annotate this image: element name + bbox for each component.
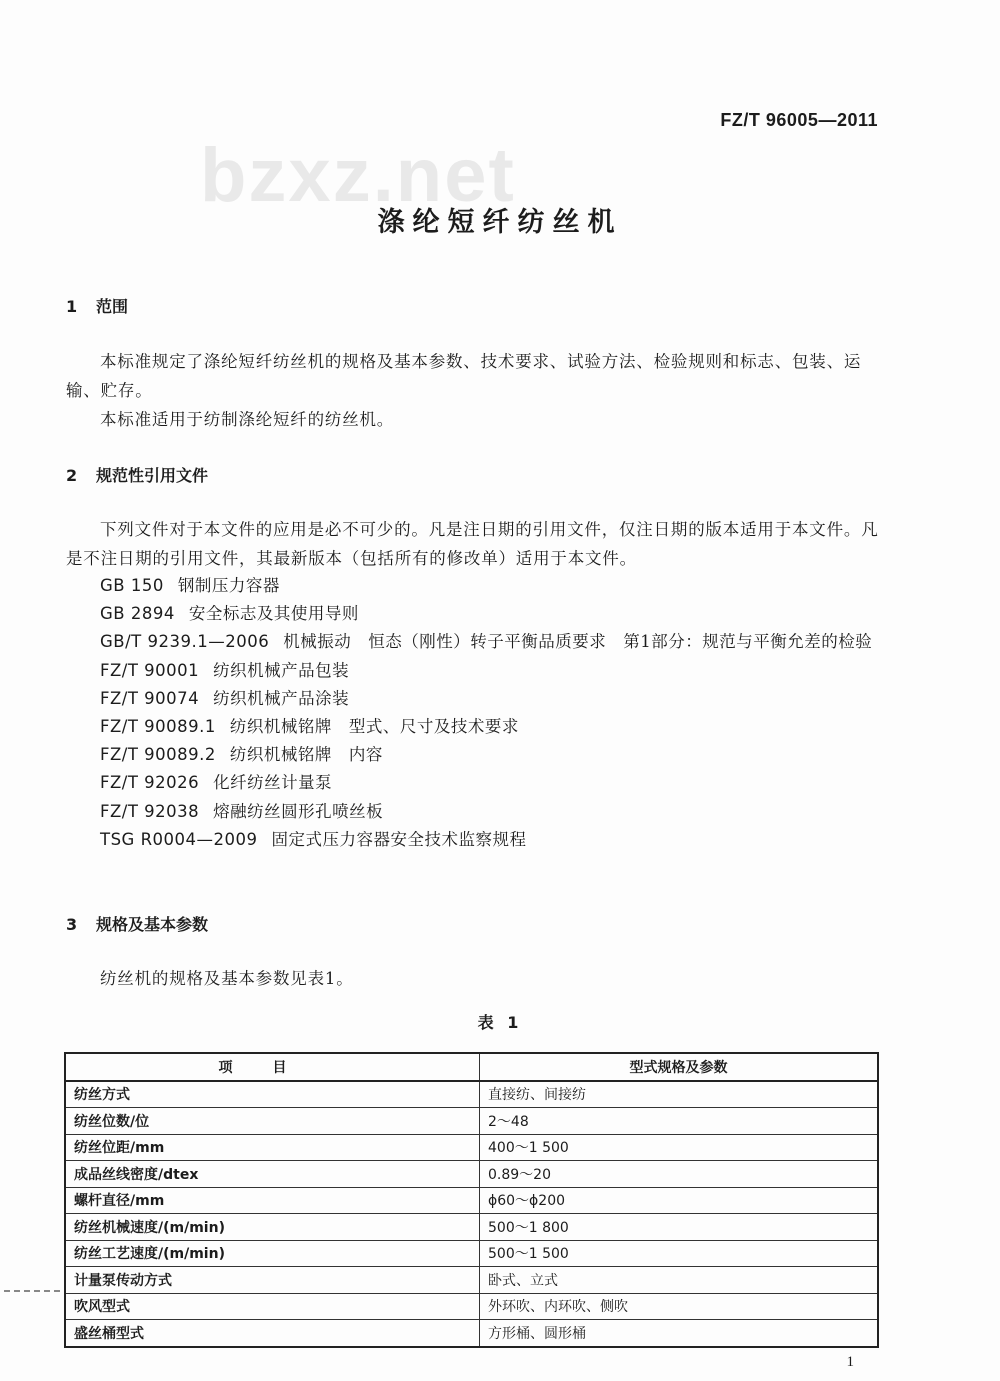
table-row [65,1081,878,1108]
section-number: 3 [66,915,78,934]
table-header-row [65,1053,878,1081]
spec-table [64,1052,879,1348]
item-cell: 纺丝机械速度/(m/min) [65,1214,480,1241]
reference-item [66,657,882,685]
reference-item [66,713,882,741]
table-row [65,1293,878,1320]
reference-item [66,741,882,769]
table-row [65,1267,878,1294]
section-heading-2 [66,463,208,486]
table-row [65,1108,878,1135]
item-cell: 成品丝线密度/dtex [65,1161,480,1188]
reference-code: GB 2894 [100,604,175,624]
reference-title: 纺织机械产品包装 [213,660,350,680]
reference-title: 机械振动 恒态（刚性）转子平衡品质要求 第1部分：规范与平衡允差的检验 [283,632,873,652]
value-cell: ϕ60～ϕ200 [480,1187,879,1214]
value-cell: 500～1 800 [480,1214,879,1241]
reference-item [66,798,882,826]
table-row [65,1134,878,1161]
reference-item [66,685,882,713]
reference-code: FZ/T 90001 [100,660,200,680]
column-header: 项目 [65,1053,480,1081]
item-cell: 纺丝工艺速度/(m/min) [65,1240,480,1267]
watermark: bzxz.net [200,133,516,218]
item-cell: 螺杆直径/mm [65,1187,480,1214]
standard-number: FZ/T 96005—2011 [720,110,878,130]
reference-item [66,600,882,628]
section-number: 2 [66,466,78,485]
item-cell: 纺丝位距/mm [65,1134,480,1161]
reference-title: 安全标志及其使用导则 [188,604,359,624]
table-row [65,1240,878,1267]
table-row [65,1320,878,1347]
reference-code: TSG R0004—2009 [100,829,258,849]
reference-item [66,572,882,600]
value-cell: 500～1 500 [480,1240,879,1267]
document-title: 涤纶短纤纺丝机 [377,207,623,238]
item-cell: 吹风型式 [65,1293,480,1320]
value-cell: 2～48 [480,1108,879,1135]
item-cell: 纺丝方式 [65,1081,480,1108]
reference-item [66,826,882,854]
section-number: 1 [66,297,78,316]
reference-code: FZ/T 90074 [100,688,200,708]
reference-item [66,628,882,656]
reference-title: 纺织机械铭牌 型式、尺寸及技术要求 [229,717,519,737]
table-row [65,1187,878,1214]
reference-title: 熔融纺丝圆形孔喷丝板 [213,801,384,821]
value-cell: 直接纺、间接纺 [480,1081,879,1108]
reference-code: FZ/T 92038 [100,801,200,821]
table-row [65,1161,878,1188]
reference-code: FZ/T 92026 [100,773,200,793]
page-number: 1 [846,1354,854,1370]
reference-title: 固定式压力容器安全技术监察规程 [271,829,527,849]
item-cell: 纺丝位数/位 [65,1108,480,1135]
table-caption: 表 1 [477,1013,523,1032]
reference-code: GB 150 [100,576,164,595]
section-title: 规范性引用文件 [96,466,209,485]
paragraph: 本标准规定了涤纶短纤纺丝机的规格及基本参数、技术要求、试验方法、检验规则和标志、包装、运输、贮存。 [66,352,862,400]
section-heading-3 [66,912,208,935]
margin-mark [4,1290,60,1292]
table-body [65,1081,878,1347]
paragraph: 本标准适用于纺制涤纶短纤的纺丝机。 [100,410,395,429]
reference-title: 纺织机械产品涂装 [213,688,350,708]
reference-code: FZ/T 90089.1 [100,717,216,737]
paragraph: 下列文件对于本文件的应用是必不可少的。凡是注日期的引用文件，仅注日期的版本适用于本文件。凡是不注日期的引用文件，其最新版本（包括所有的修改单）适用于本文件。 [66,520,879,568]
value-cell: 400～1 500 [480,1134,879,1161]
reference-title: 化纤纺丝计量泵 [213,773,333,793]
section-heading-1 [66,294,128,317]
reference-item [66,769,882,797]
paragraph: 纺丝机的规格及基本参数见表1。 [100,969,354,988]
table-row [65,1214,878,1241]
section-title: 范围 [96,297,129,316]
value-cell: 方形桶、圆形桶 [480,1320,879,1347]
reference-code: GB/T 9239.1—2006 [100,632,270,652]
reference-title: 钢制压力容器 [177,576,280,595]
value-cell: 卧式、立式 [480,1267,879,1294]
value-cell: 0.89～20 [480,1161,879,1188]
section-title: 规格及基本参数 [96,915,209,934]
reference-code: FZ/T 90089.2 [100,745,216,765]
item-cell: 计量泵传动方式 [65,1267,480,1294]
column-header: 型式规格及参数 [480,1053,879,1081]
value-cell: 外环吹、内环吹、侧吹 [480,1293,879,1320]
reference-title: 纺织机械铭牌 内容 [229,745,383,765]
reference-list [66,572,882,854]
item-cell: 盛丝桶型式 [65,1320,480,1347]
